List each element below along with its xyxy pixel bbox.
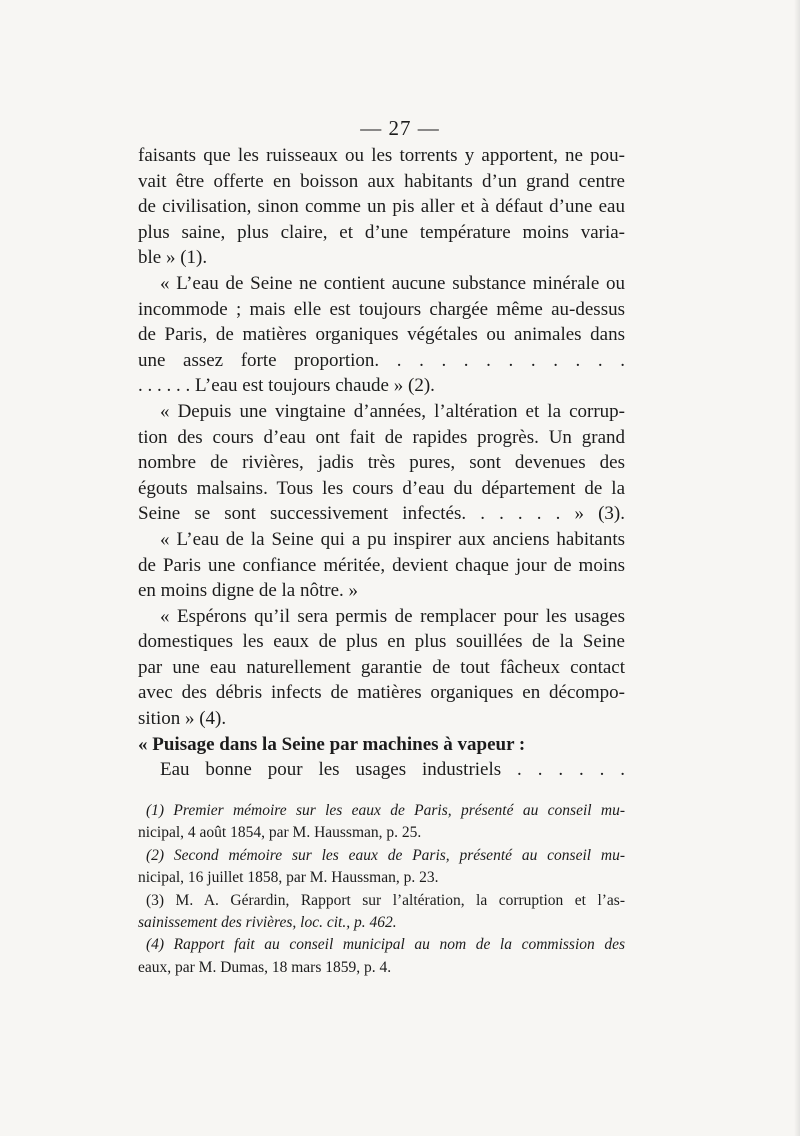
footnote-line: (2) Second mémoire sur les eaux de Paris, présenté au conseil mu-: [146, 846, 625, 864]
body-line: « L’eau de la Seine qui a pu inspirer aux anciens habitants: [160, 528, 625, 550]
body-line: une assez forte proportion. . . . . . . . . . . .: [138, 349, 625, 371]
footnote-line: eaux, par M. Dumas, 18 mars 1859, p. 4.: [138, 958, 392, 976]
body-line: plus saine, plus claire, et d’une température moins varia-: [138, 221, 625, 243]
body-line: égouts malsains. Tous les cours d’eau du département de la: [138, 477, 625, 499]
body-line: avec des débris infects de matières organiques en décompo-: [138, 682, 625, 704]
body-line: de Paris, de matières organiques végétales ou animales dans: [138, 324, 625, 346]
body-line: incommode ; mais elle est toujours chargée même au-dessus: [138, 298, 625, 320]
body-text: [138, 143, 625, 783]
body-line: « Depuis une vingtaine d’années, l’altération et la corrup-: [160, 400, 625, 422]
body-line: sition » (4).: [138, 708, 227, 730]
body-line: Eau bonne pour les usages industriels . . . . . .: [160, 759, 625, 781]
body-line: vait être offerte en boisson aux habitants d’un grand centre: [138, 170, 625, 192]
body-line: domestiques les eaux de plus en plus souillées de la Seine: [138, 631, 625, 653]
body-line: « Espérons qu’il sera permis de remplacer pour les usages: [160, 605, 625, 627]
body-line: . . . . . . L’eau est toujours chaude » (2).: [138, 375, 435, 397]
footnote-line: (4) Rapport fait au conseil municipal au nom de la commission des: [146, 936, 625, 954]
body-line: tion des cours d’eau ont fait de rapides progrès. Un grand: [138, 426, 625, 448]
footnotes: [138, 800, 625, 979]
body-line: en moins digne de la nôtre. »: [138, 580, 359, 602]
body-line: Seine se sont successivement infectés. . . . . . » (3).: [138, 503, 625, 525]
body-line: par une eau naturellement garantie de tout fâcheux contact: [138, 656, 625, 678]
body-line: de Paris une confiance méritée, devient chaque jour de moins: [138, 554, 625, 576]
body-line: faisants que les ruisseaux ou les torrents y apportent, ne pou-: [138, 145, 625, 166]
page-number: — 27 —: [360, 116, 440, 140]
body-line: de civilisation, sinon comme un pis aller et à défaut d’une eau: [138, 196, 625, 218]
body-line: nombre de rivières, jadis très pures, sont devenues des: [138, 452, 625, 474]
footnote-line: sainissement des rivières, loc. cit., p. 462.: [138, 913, 397, 931]
footnote-line: nicipal, 4 août 1854, par M. Haussman, p. 25.: [138, 824, 422, 842]
footnote-line: (3) M. A. Gérardin, Rapport sur l’altération, la corruption et l’as-: [146, 891, 625, 909]
body-line: ble » (1).: [138, 247, 208, 269]
footnote-line: nicipal, 16 juillet 1858, par M. Haussman, p. 23.: [138, 869, 439, 887]
footnote-line: (1) Premier mémoire sur les eaux de Paris, présenté au conseil mu-: [146, 802, 625, 819]
body-line: « Puisage dans la Seine par machines à vapeur :: [138, 733, 526, 755]
page-edge-shadow: [794, 0, 800, 1136]
body-line: « L’eau de Seine ne contient aucune substance minérale ou: [160, 272, 625, 294]
